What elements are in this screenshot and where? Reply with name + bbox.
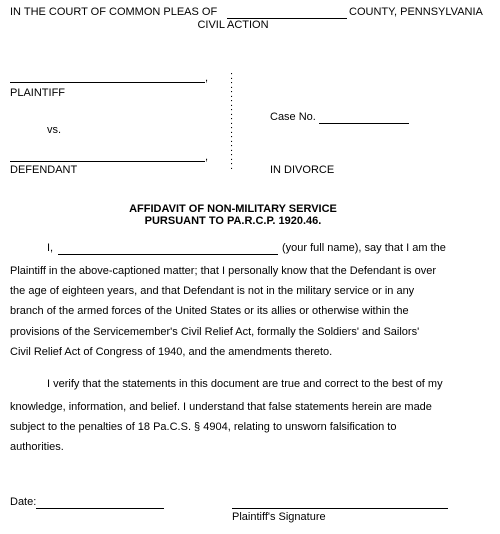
defendant-label: DEFENDANT <box>10 164 78 176</box>
paragraph1-after-blank: (your full name), say that I am the <box>282 242 446 254</box>
caption-colon: : <box>230 133 234 145</box>
paragraph-line: subject to the penalties of 18 Pa.C.S. § 4904, relating to unsworn falsification to <box>10 421 397 434</box>
caption-colon: : <box>230 124 234 136</box>
civil-action-label: CIVIL ACTION <box>197 19 269 31</box>
paragraph-line: knowledge, information, and belief. I understand that false statements herein are made <box>10 401 432 413</box>
paragraph1-intro: I, <box>47 242 54 254</box>
caption-colon: : <box>230 160 234 172</box>
paragraph1-body <box>10 261 490 362</box>
defendant-name-line[interactable] <box>10 161 205 162</box>
court-suffix: COUNTY, PENNSYLVANIA <box>349 6 483 18</box>
affidavit-subtitle: PURSUANT TO PA.R.C.P. 1920.46. <box>144 215 322 227</box>
versus-label: vs. <box>47 124 62 136</box>
date-line[interactable] <box>36 508 164 509</box>
paragraph-line: the age of eighteen years, and that Defendant is not in the military service or in any <box>10 285 415 298</box>
plaintiff-label: PLAINTIFF <box>10 87 66 99</box>
caption-colon: : <box>230 106 234 118</box>
plaintiff-comma: , <box>205 72 209 84</box>
caption-colon: : <box>230 142 234 154</box>
paragraph-line: Civil Relief Act of Congress of 1940, and the amendments thereto. <box>10 345 333 358</box>
paragraph2-first-line: I verify that the statements in this document are true and correct to the best of my <box>47 378 443 390</box>
defendant-comma: , <box>205 151 209 163</box>
caption-colon: : <box>230 70 234 82</box>
in-divorce-label: IN DIVORCE <box>270 164 335 176</box>
plaintiff-name-line[interactable] <box>10 82 205 83</box>
full-name-line[interactable] <box>58 254 278 255</box>
case-no-line[interactable] <box>319 123 409 124</box>
case-no-label: Case No. <box>270 111 316 123</box>
caption-colon: : <box>230 151 234 163</box>
paragraph-line: branch of the armed forces of the United States or its allies or otherwise within the <box>10 305 409 318</box>
date-label: Date: <box>10 496 37 508</box>
caption-colon: : <box>230 97 234 109</box>
paragraph-line: Plaintiff in the above-captioned matter; that I personally know that the Defendant is over <box>10 265 436 277</box>
court-prefix: IN THE COURT OF COMMON PLEAS OF <box>10 6 218 18</box>
affidavit-title: AFFIDAVIT OF NON-MILITARY SERVICE <box>129 203 337 215</box>
paragraph-line: authorities. <box>10 441 64 454</box>
signature-line[interactable] <box>232 508 448 509</box>
paragraph-line: provisions of the Servicemember's Civil Relief Act, formally the Soldiers' and Sailors' <box>10 325 420 338</box>
caption-colon: : <box>230 115 234 127</box>
caption-colon: : <box>230 79 234 91</box>
paragraph2-body <box>10 397 490 458</box>
caption-colon: : <box>230 88 234 100</box>
signature-label: Plaintiff's Signature <box>232 511 326 523</box>
